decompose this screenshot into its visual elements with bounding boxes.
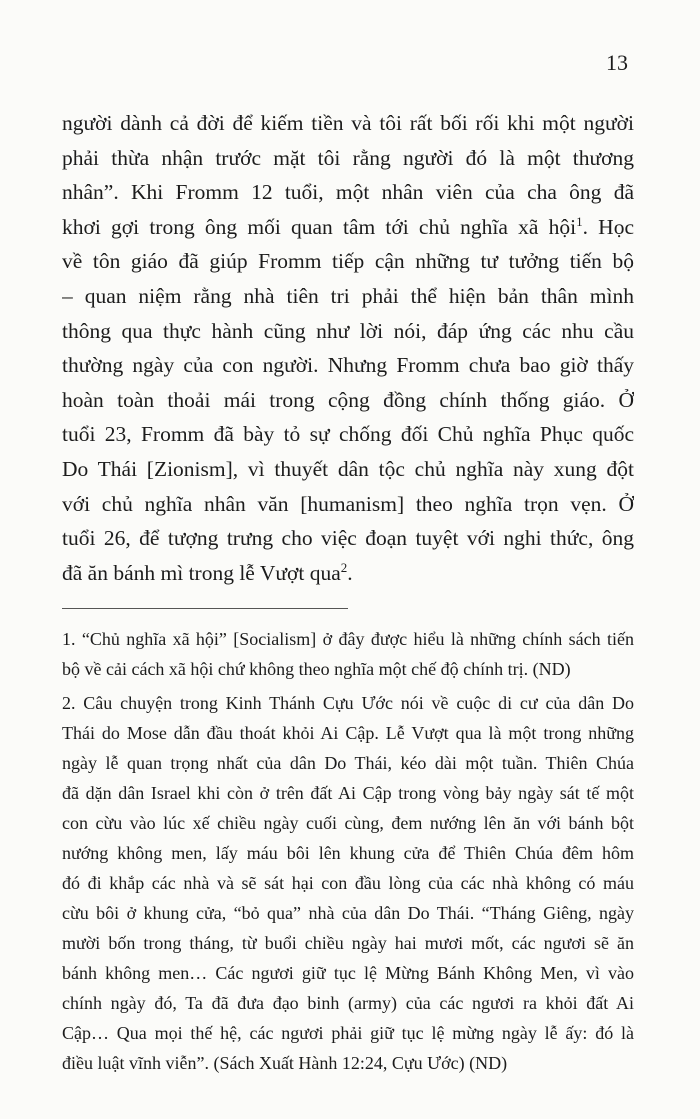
paragraph-line: với chủ nghĩa nhân văn [humanism] theo nghĩa trọn vẹn. Ở — [62, 491, 634, 516]
paragraph-line-with-footnote-1 — [62, 210, 634, 245]
page-number: 13 — [606, 50, 628, 75]
paragraph-line: phải thừa nhận trước mặt tôi rằng người đó là một thương — [62, 145, 634, 170]
paragraph-line: Do Thái [Zionism], vì thuyết dân tộc chủ nghĩa này xung đột — [62, 456, 634, 481]
paragraph-line: tuổi 26, để tượng trưng cho việc đoạn tuyệt với nghi thức, ông — [62, 526, 634, 551]
footnote-line: bánh không men… Các ngươi giữ tục lệ Mừng Bánh Không Men, vì vào — [62, 963, 634, 983]
paragraph-line-text: khơi gợi trong ông mối quan tâm tới chủ nghĩa xã hội — [62, 214, 577, 239]
footnote-line: ngày lễ quan trọng nhất của dân Do Thái, kéo dài một tuần. Thiên Chúa — [62, 753, 634, 773]
footnote-line: chính ngày đó, Ta đã đưa đạo binh (army) của các ngươi ra khỏi đất Ai — [62, 993, 634, 1013]
paragraph-line: nhân”. Khi Fromm 12 tuổi, một nhân viên của cha ông đã — [62, 180, 634, 205]
footnote-marker-2: 2 — [340, 559, 348, 575]
footnote-1 — [62, 624, 634, 684]
footnote-2 — [62, 688, 634, 1078]
paragraph-line: hoàn toàn thoải mái trong cộng đồng chính thống giáo. Ở — [62, 387, 634, 412]
paragraph-last-line — [62, 556, 634, 591]
paragraph-line: người dành cả đời để kiếm tiền và tôi rất bối rối khi một người — [62, 111, 634, 135]
footnote-line: cừu bôi ở khung cửa, “bỏ qua” nhà của dân Do Thái. “Tháng Giêng, ngày — [62, 903, 634, 923]
main-paragraph — [62, 106, 634, 590]
footnote-line: 1. “Chủ nghĩa xã hội” [Socialism] ở đây được hiểu là những chính sách tiến — [62, 629, 634, 649]
footnote-line: 2. Câu chuyện trong Kinh Thánh Cựu Ước nói về cuộc di cư của dân Do — [62, 693, 634, 713]
paragraph-line-tail: . Học — [582, 214, 634, 239]
paragraph-line: tuổi 23, Fromm đã bày tỏ sự chống đối Chủ nghĩa Phục quốc — [62, 422, 634, 447]
footnotes — [62, 624, 634, 1082]
footnote-line: đã dặn dân Israel khi còn ở trên đất Ai Cập trong vòng bảy ngày sát tế một — [62, 783, 634, 803]
footnote-line: nướng không men, lấy máu bôi lên khung cửa để Thiên Chúa đêm hôm — [62, 843, 634, 863]
paragraph-line: về tôn giáo đã giúp Fromm tiếp cận những tư tưởng tiến bộ — [62, 249, 634, 274]
footnote-marker-1: 1 — [576, 213, 583, 229]
footnote-line: mười bốn trong tháng, từ buổi chiều ngày hai mươi mốt, các ngươi sẽ ăn — [62, 933, 634, 953]
paragraph-line-tail: . — [347, 560, 353, 585]
footnote-divider — [62, 608, 348, 609]
paragraph-line: thường ngày của con người. Nhưng Fromm chưa bao giờ thấy — [62, 353, 634, 378]
footnote-line: đó đi khắp các nhà và sẽ sát hại con đầu lòng của các nhà không có máu — [62, 873, 634, 893]
paragraph-line-text: đã ăn bánh mì trong lễ Vượt qua — [62, 560, 341, 585]
footnote-line: bộ về cải cách xã hội chứ không theo nghĩa một chế độ chính trị. (ND) — [62, 659, 571, 679]
paragraph-line: – quan niệm rằng nhà tiên tri phải thể hiện bản thân mình — [62, 283, 634, 308]
paragraph-line: thông qua thực hành cũng như lời nói, đáp ứng các nhu cầu — [62, 318, 634, 343]
footnote-line: Thái do Mose dẫn đầu thoát khỏi Ai Cập. Lễ Vượt qua là một trong những — [62, 723, 634, 743]
footnote-line: điều luật vĩnh viễn”. (Sách Xuất Hành 12:24, Cựu Ước) (ND) — [62, 1053, 508, 1073]
footnote-line: con cừu vào lúc xế chiều ngày cuối cùng, đem nướng lên ăn với bánh bột — [62, 813, 634, 833]
footnote-line: Cập… Qua mọi thế hệ, các ngươi phải giữ tục lệ mừng ngày lễ ấy: đó là — [62, 1023, 634, 1043]
